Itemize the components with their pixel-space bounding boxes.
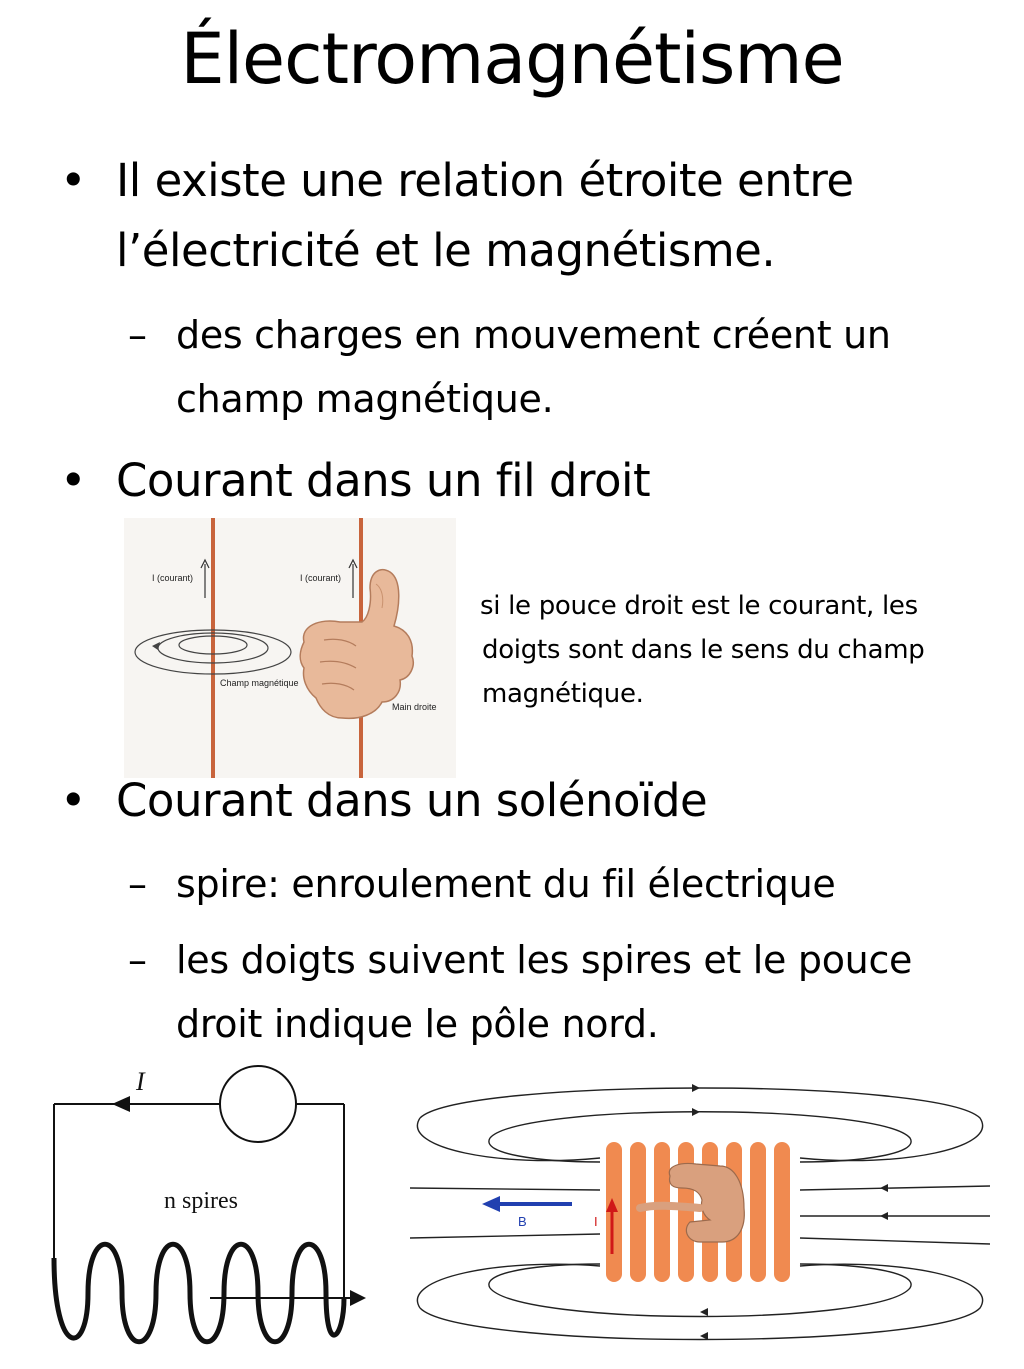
current-label-2: I (courant) — [300, 573, 342, 583]
sub-1-line-1: des charges en mouvement créent un — [176, 313, 891, 357]
wire-figure — [124, 518, 456, 778]
caption-line-3: magnétique. — [482, 679, 644, 709]
bullet-1-line-1: Il existe une relation étroite entre — [116, 154, 854, 207]
solenoid-coil — [606, 1142, 790, 1282]
hand-label: Main droite — [392, 702, 437, 712]
sub-2-line-1: spire: enroulement du fil électrique — [176, 862, 836, 906]
field-label: Champ magnétique — [220, 678, 299, 688]
dash-icon: – — [128, 313, 147, 357]
b-label: B — [518, 1214, 527, 1229]
sub-3-line-2: droit indique le pôle nord. — [176, 1002, 659, 1046]
bullet-dot-icon: • — [60, 774, 87, 827]
sub-3-line-1: les doigts suivent les spires et le pouce — [176, 938, 913, 982]
solenoid-figure — [400, 1058, 1000, 1365]
bullet-3-line-1: Courant dans un solénoïde — [116, 774, 708, 827]
bullet-dot-icon: • — [60, 154, 87, 207]
coil-turns — [54, 1244, 344, 1342]
generator-icon — [220, 1066, 296, 1142]
bullet-dot-icon: • — [60, 454, 87, 507]
caption-line-2: doigts sont dans le sens du champ — [482, 635, 925, 665]
sub-1-line-2: champ magnétique. — [176, 377, 554, 421]
page-title: Électromagnétisme — [180, 18, 844, 100]
dash-icon: – — [128, 938, 147, 982]
i-label: I — [594, 1214, 598, 1229]
current-arrow-icon — [112, 1096, 130, 1112]
dash-icon: – — [128, 862, 147, 906]
caption-line-1: si le pouce droit est le courant, les — [480, 591, 918, 621]
bullet-2-line-1: Courant dans un fil droit — [116, 454, 651, 507]
turns-label: n spires — [164, 1188, 238, 1214]
bullet-1-line-2: l’électricité et le magnétisme. — [116, 224, 776, 277]
current-label-1: I (courant) — [152, 573, 194, 583]
circuit-figure — [40, 1058, 390, 1365]
current-symbol: I — [136, 1067, 145, 1096]
